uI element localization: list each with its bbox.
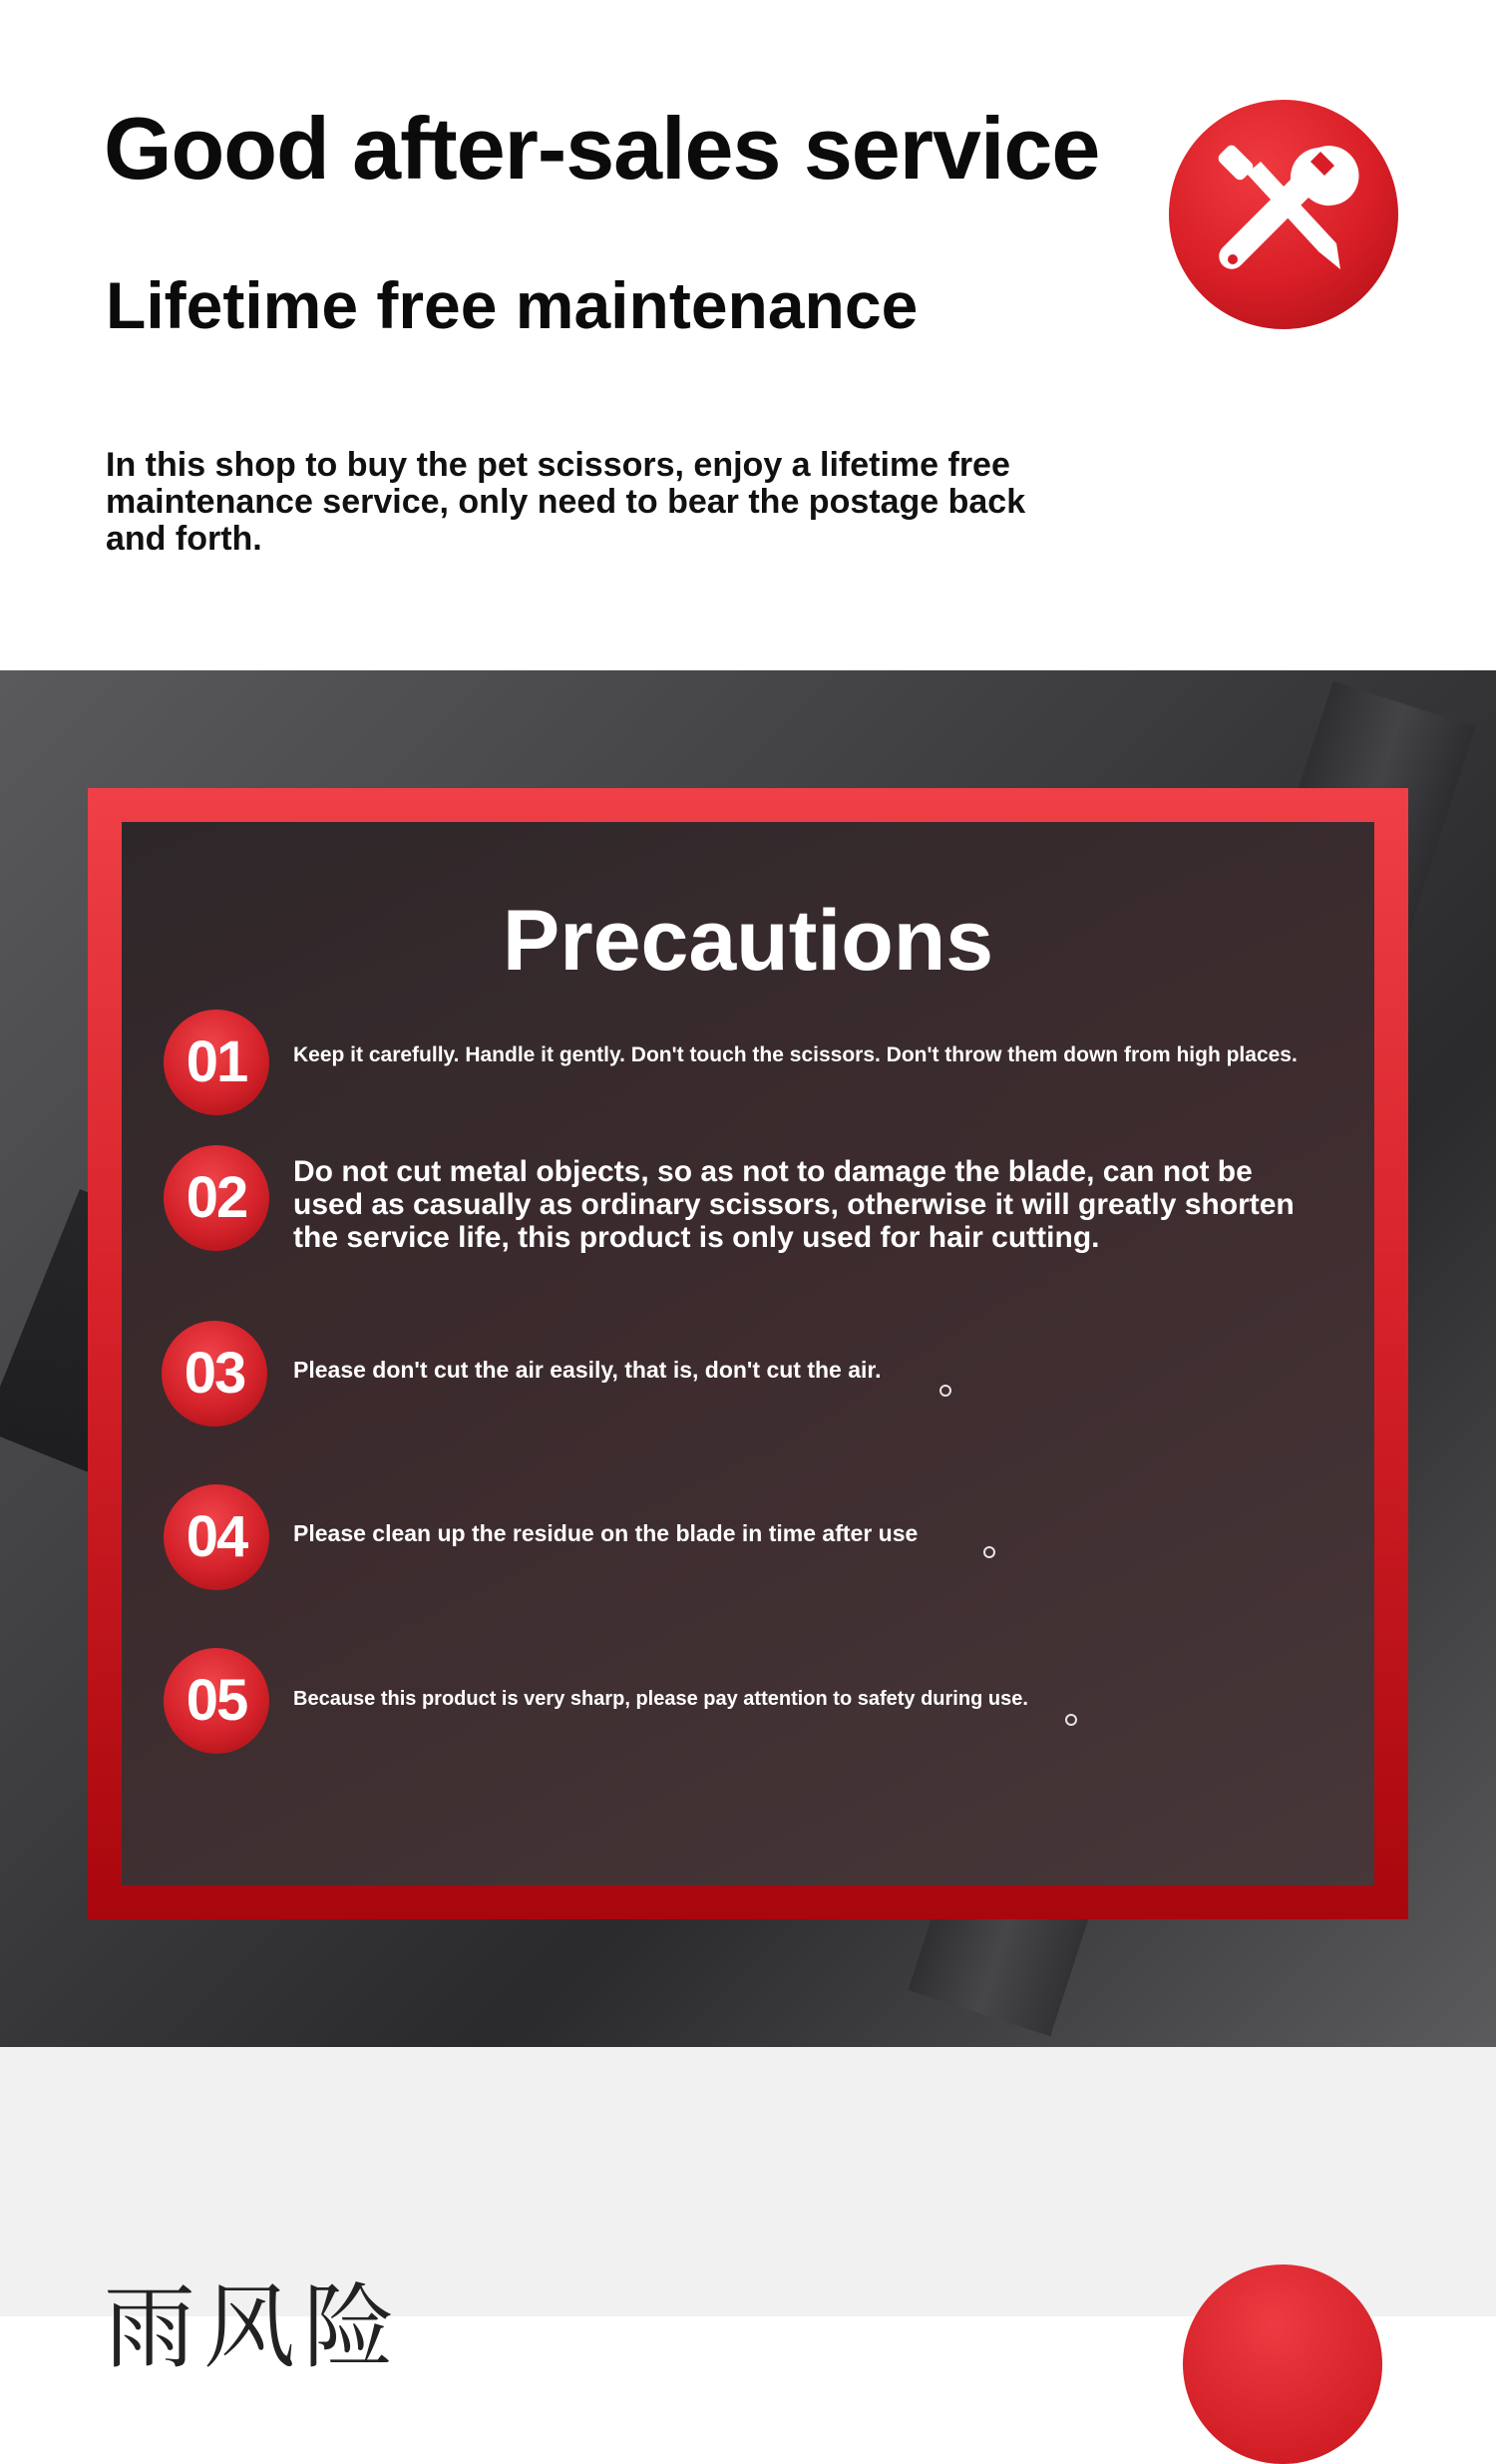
- next-section: [0, 2047, 1496, 2381]
- number-badge: 04: [164, 1484, 269, 1590]
- number-badge: 01: [164, 1010, 269, 1115]
- dot-decoration: [983, 1546, 995, 1558]
- number-badge: 02: [164, 1145, 269, 1251]
- precaution-text: Because this product is very sharp, please pay attention to safety during use.: [293, 1688, 1028, 1710]
- number-badge: 03: [162, 1321, 267, 1427]
- precaution-text: Keep it carefully. Handle it gently. Don't touch the scissors. Don't throw them down from high places.: [293, 1043, 1298, 1066]
- next-section-heading: 雨风险: [104, 2274, 404, 2381]
- number-badge: 05: [164, 1648, 269, 1754]
- badge-icon: [1183, 2264, 1382, 2464]
- precaution-text: Please don't cut the air easily, that is, don't cut the air.: [293, 1357, 882, 1383]
- after-sales-description: In this shop to buy the pet scissors, enjoy a lifetime free maintenance service, only need to bear the postage back and forth.: [106, 446, 1026, 558]
- precautions-section: [0, 670, 1496, 2047]
- precaution-text: Do not cut metal objects, so as not to damage the blade, can not be used as casually as ordinary scissors, otherwise it will greatly shorten the service life, this product is only used for hair cutting.: [293, 1155, 1295, 1254]
- dot-decoration: [1065, 1714, 1077, 1726]
- wrench-screwdriver-icon: [1169, 100, 1398, 329]
- precaution-text: Please clean up the residue on the blade in time after use: [293, 1520, 919, 1546]
- precautions-title: Precautions: [502, 893, 994, 989]
- dot-decoration: [939, 1385, 951, 1397]
- precautions-frame: [88, 788, 1408, 1919]
- after-sales-title: Good after-sales service: [104, 99, 1100, 198]
- after-sales-subtitle: Lifetime free maintenance: [106, 268, 919, 342]
- after-sales-section: [0, 0, 1496, 670]
- precautions-panel: [122, 822, 1374, 1885]
